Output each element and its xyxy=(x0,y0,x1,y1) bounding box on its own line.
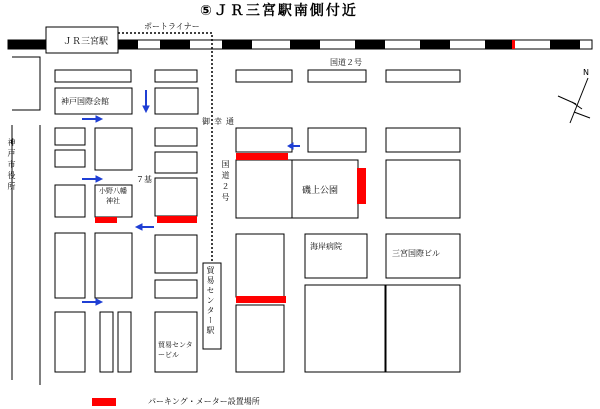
sannomiya-kokusai-bldg-label: 三宮国際ビル xyxy=(392,249,440,258)
page-title: ⑤ＪＲ三宮駅南側付近 xyxy=(200,3,358,19)
kobe-kokusai-kaikan-label: 神戸国際会館 xyxy=(61,97,109,106)
parking-meter-5 xyxy=(236,296,286,303)
portliner-label: ポートライナー xyxy=(144,22,200,31)
national-route-2-label: 国道２号 xyxy=(330,58,362,67)
kobe-city-hall-label: 神戸市役所 xyxy=(7,138,16,193)
boeki-center-station-label: 貿易センター駅 xyxy=(206,266,215,336)
miyuki-dori-label: 御幸通 xyxy=(202,117,238,126)
boeki-center-building-label: 貿易センタービル xyxy=(158,341,193,359)
arrow-down-1 xyxy=(143,90,149,112)
parking-meter-2 xyxy=(357,168,366,204)
north-label: N xyxy=(583,68,589,77)
national-route-2-vertical-label: 国道２号 xyxy=(221,160,230,204)
parking-meter-4 xyxy=(95,217,117,223)
onoe-hachiman-label: 小野八幡神社 xyxy=(99,187,127,205)
legend-label: パーキング・メーター設置場所 xyxy=(148,397,260,406)
arrow-right-3 xyxy=(82,299,102,305)
left-street-edge xyxy=(12,57,40,385)
legend-swatch xyxy=(92,398,116,406)
jr-station-label: ＪＲ三宮駅 xyxy=(63,37,109,47)
parking-meter-3 xyxy=(157,216,197,223)
arrow-right-1 xyxy=(82,116,102,122)
parking-meter-1 xyxy=(236,153,288,160)
north-arrow-icon xyxy=(558,78,590,123)
nana-ki-label: ７基 xyxy=(136,175,152,184)
isogami-park-label: 磯上公園 xyxy=(302,186,339,196)
arrow-right-2 xyxy=(82,176,102,182)
kaigan-hospital-label: 海岸病院 xyxy=(310,242,342,251)
arrow-left-1 xyxy=(136,224,154,230)
